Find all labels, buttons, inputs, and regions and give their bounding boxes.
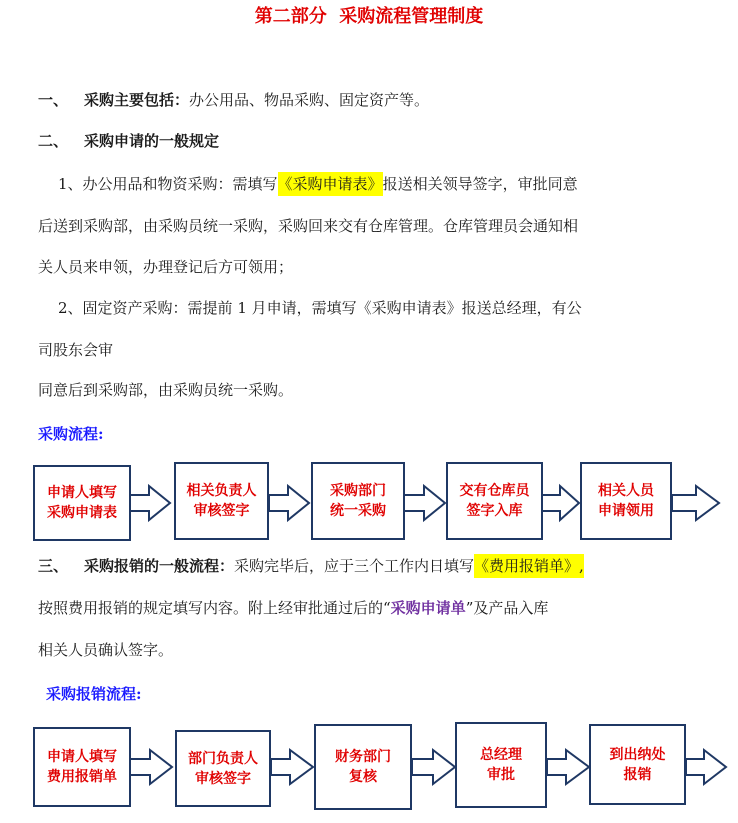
flow-arrow xyxy=(686,750,726,784)
paragraph-2-line-2: 司股东会审 xyxy=(38,341,114,359)
reimbursement-flow-label: 采购报销流程: xyxy=(46,685,142,703)
flow1-step-1: 申请人填写 采购申请表 xyxy=(33,465,131,541)
flow-arrow xyxy=(547,750,589,784)
section-3-heading: 采购报销的一般流程： xyxy=(84,557,235,575)
flow-arrow xyxy=(269,486,309,520)
flow2-step-3: 财务部门 复核 xyxy=(314,724,412,810)
flow1-step-4: 交有仓库员 签字入库 xyxy=(446,462,543,540)
paragraph-text: 采购完毕后，应于三个工作内日填写 xyxy=(234,557,475,575)
flow2-step-5: 到出纳处 报销 xyxy=(589,724,686,805)
flow-arrow xyxy=(129,486,170,520)
section-2-heading: 采购申请的一般规定 xyxy=(84,132,220,150)
flow2-step-4: 总经理 审批 xyxy=(455,722,547,808)
section-3 xyxy=(38,555,584,577)
section-3-number: 三、 xyxy=(38,557,69,575)
flow1-step-3: 采购部门 统一采购 xyxy=(311,462,405,540)
purchase-flow-label: 采购流程: xyxy=(38,425,104,443)
flow2-step-1: 申请人填写 费用报销单 xyxy=(33,727,131,807)
section-3-line-3: 相关人员确认签字。 xyxy=(38,641,174,659)
paragraph-text: 报送相关领导签字，审批同意 xyxy=(382,175,578,193)
paragraph-2-line-1: 2、固定资产采购：需提前 1 月申请，需填写《采购申请表》报送总经理，有公 xyxy=(58,299,582,317)
page-title: 第二部分 采购流程管理制度 xyxy=(254,6,484,27)
flow-arrow xyxy=(412,750,455,784)
paragraph-2-line-3: 同意后到采购部，由采购员统一采购。 xyxy=(38,381,294,399)
paragraph-text: ”及产品入库 xyxy=(465,599,549,617)
paragraph-text: 1、办公用品和物资采购：需填写 xyxy=(58,175,278,193)
flow-arrow xyxy=(129,750,172,784)
flow1-step-2: 相关负责人 审核签字 xyxy=(174,462,269,540)
flow1-step-5: 相关人员 申请领用 xyxy=(580,462,672,540)
flow-arrow xyxy=(271,750,313,784)
flow-arrow xyxy=(672,486,719,520)
section-1-text: 办公用品、物品采购、固定资产等。 xyxy=(189,91,430,109)
section-3-line-2 xyxy=(38,597,548,619)
section-1-number: 一、 xyxy=(38,91,69,109)
flow2-step-2: 部门负责人 审核签字 xyxy=(175,730,271,807)
flow-arrow xyxy=(403,486,445,520)
section-2-number: 二、 xyxy=(38,132,69,150)
flow-arrow xyxy=(541,486,579,520)
paragraph-text: 按照费用报销的规定填写内容。附上经审批通过后的“ xyxy=(38,599,391,617)
highlighted-form-name: 《费用报销单》, xyxy=(474,554,584,578)
purchase-request-form-name: 采购申请单 xyxy=(390,599,466,617)
paragraph-1-line-2: 后送到采购部，由采购员统一采购，采购回来交有仓库管理。仓库管理员会通知相 xyxy=(38,217,579,235)
paragraph-1-line-3: 关人员来申领，办理登记后方可领用； xyxy=(38,258,294,276)
highlighted-form-name: 《采购申请表》 xyxy=(278,172,383,196)
section-1-heading: 采购主要包括： xyxy=(84,91,190,109)
